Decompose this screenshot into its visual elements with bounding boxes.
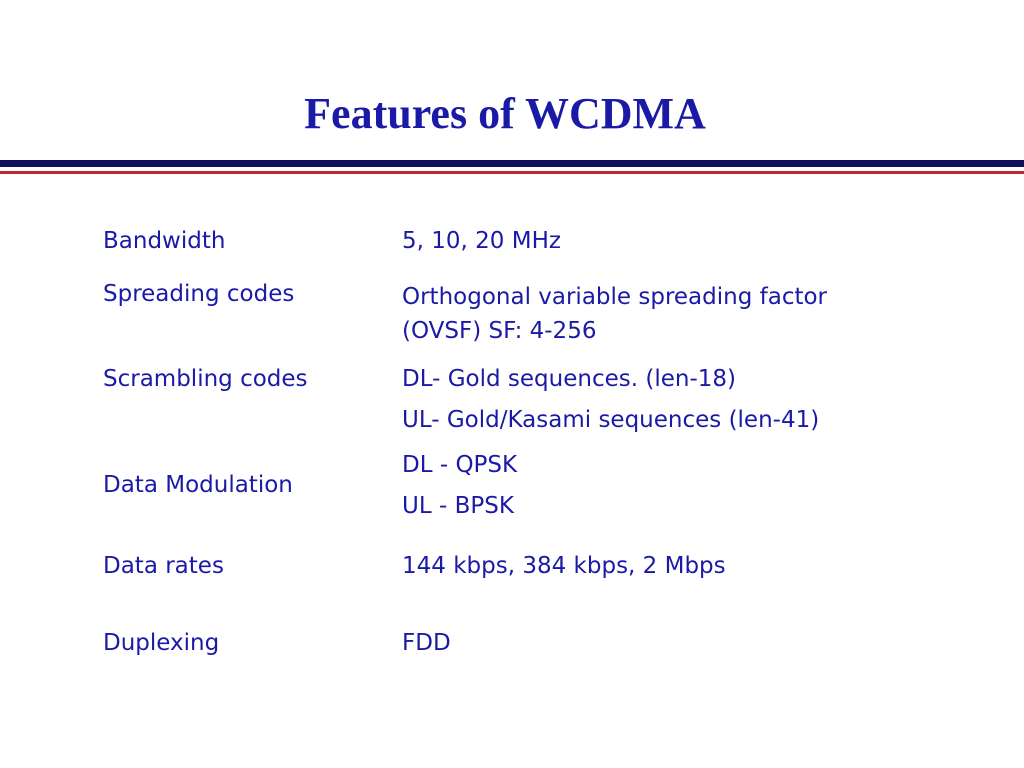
title-divider-red <box>0 171 1024 174</box>
feature-value-bandwidth: 5, 10, 20 MHz <box>402 228 561 254</box>
slide-title: Features of WCDMA <box>304 89 706 138</box>
feature-value-data-modulation-ul: UL - BPSK <box>402 493 514 519</box>
title-divider-navy <box>0 160 1024 167</box>
feature-value-duplexing: FDD <box>402 630 451 656</box>
feature-label-data-rates: Data rates <box>103 553 224 579</box>
feature-label-data-modulation: Data Modulation <box>103 472 293 498</box>
feature-value-spreading-codes-line-2: (OVSF) SF: 4-256 <box>402 318 597 344</box>
feature-label-duplexing: Duplexing <box>103 630 220 656</box>
feature-value-data-modulation-dl: DL - QPSK <box>402 452 518 478</box>
feature-label-spreading-codes: Spreading codes <box>103 281 295 307</box>
feature-value-spreading-codes-line-1: Orthogonal variable spreading factor <box>402 284 828 310</box>
feature-value-scrambling-codes-dl: DL- Gold sequences. (len-18) <box>402 366 736 392</box>
feature-value-scrambling-codes-ul: UL- Gold/Kasami sequences (len-41) <box>402 407 820 433</box>
feature-label-scrambling-codes: Scrambling codes <box>103 366 308 392</box>
feature-value-data-rates: 144 kbps, 384 kbps, 2 Mbps <box>402 553 726 579</box>
feature-label-bandwidth: Bandwidth <box>103 228 226 254</box>
